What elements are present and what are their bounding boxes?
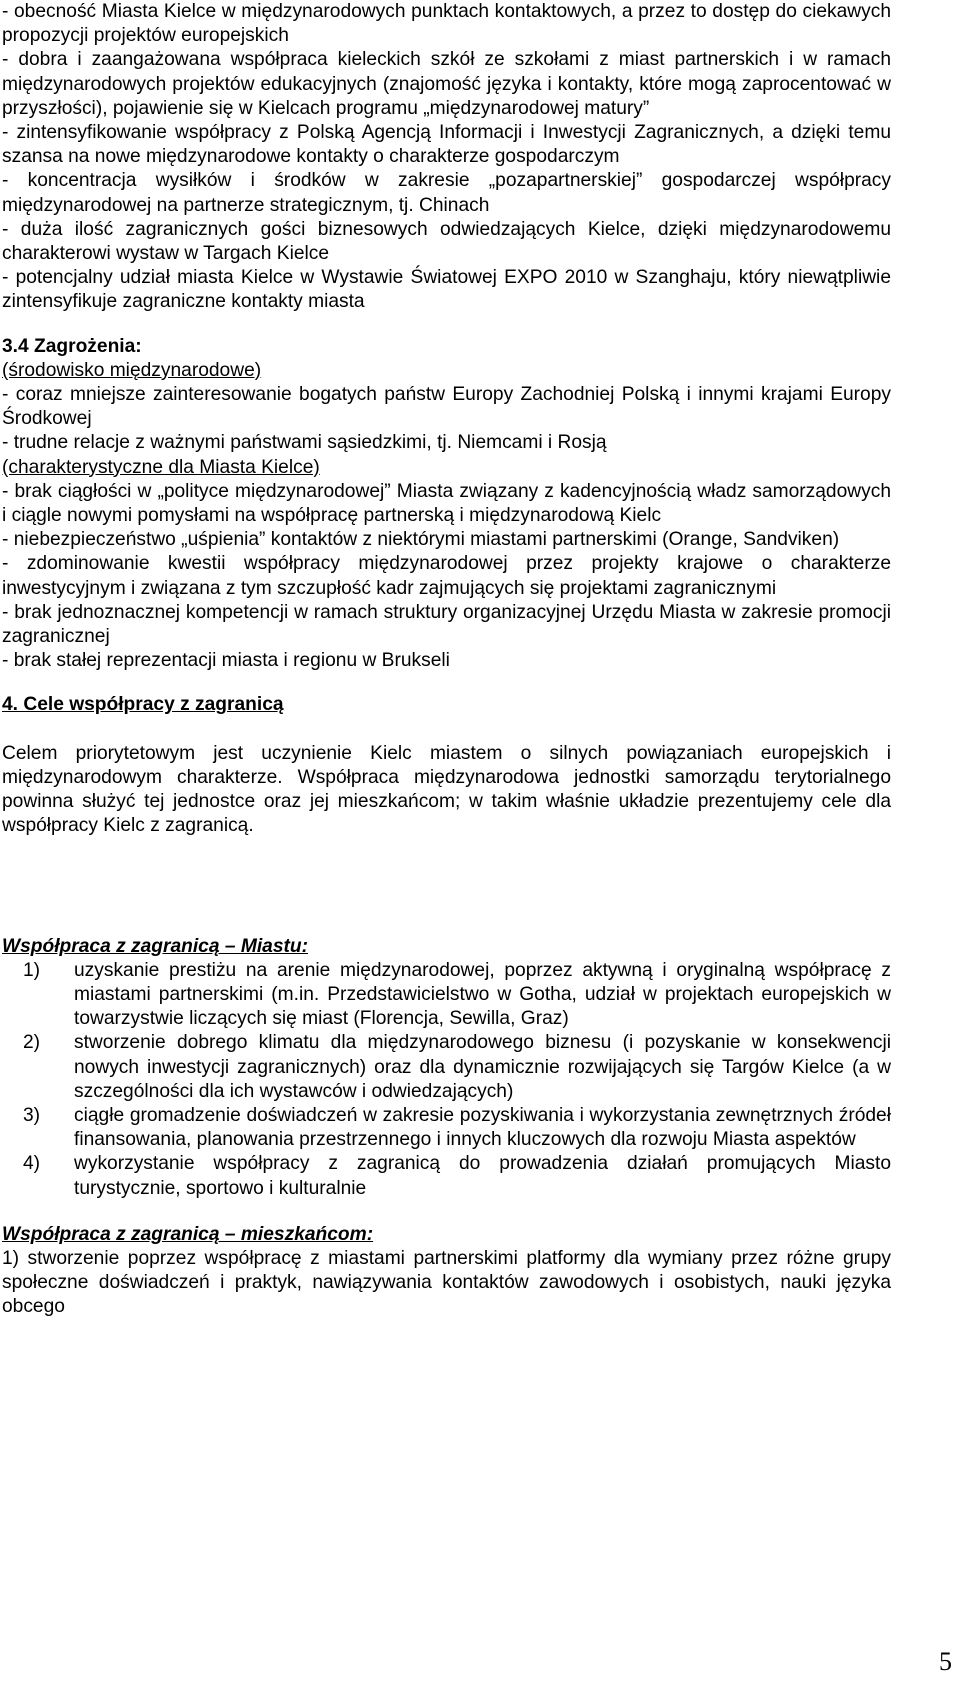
page-number: 5 [939, 1646, 952, 1676]
city-goal-text: ciągłe gromadzenie doświadczeń w zakresie pozyskiwania i wykorzystania zewnętrznych źródeł finansowania, planowania przestrzennego i innych kluczowych dla rozwoju Miasta aspektów [74, 1104, 891, 1151]
section-heading: 4. Cele współpracy z zagranicą [2, 694, 284, 716]
city-goal-item [2, 1104, 891, 1152]
city-goal-item [2, 959, 891, 1032]
opportunity-item: - obecność Miasta Kielce w międzynarodowych punktach kontaktowych, a przez to dostęp do ciekawych propozycji projektów europejskich [2, 1, 891, 47]
resident-goals-heading: Współpraca z zagranicą – mieszkańcom: [2, 1223, 374, 1245]
city-goal-number: 3) [23, 1104, 41, 1126]
city-goals-heading: Współpraca z zagranicą – Miastu: [2, 935, 309, 957]
city-goal-text: stworzenie dobrego klimatu dla międzynarodowego biznesu (i pozyskanie w konsekwencji nowych inwestycji zagranicznych) oraz dla dynamicznie rozwijających się Targów Kielce (a w szczególności dla ich wystawców i odwiedzających) [74, 1032, 891, 1102]
city-goal-text: uzyskanie prestiżu na arenie międzynarodowej, poprzez aktywną i oryginalną współpracę z miastami partnerskimi (m.in. Przedstawicielstwo w Gotha, udział w projektach europejskich w towarzystwie liczących się miast (Florencja, Sewilla, Graz) [74, 959, 891, 1030]
city-goal-text: wykorzystanie współpracy z zagranicą do prowadzenia działań promujących Miasto turystycznie, sportowo i kulturalnie [74, 1153, 891, 1199]
city-goal-item [2, 1031, 891, 1104]
threat-item: - brak stałej reprezentacji miasta i regionu w Brukseli [2, 650, 450, 672]
resident-goals [2, 1223, 891, 1320]
threats-external-label: (środowisko międzynarodowe) [2, 359, 262, 381]
opportunity-item: - potencjalny udział miasta Kielce w Wystawie Światowej EXPO 2010 w Szanghaju, który niewątpliwie zintensyfikuje zagraniczne kontakty miasta [2, 267, 891, 313]
page-content [2, 0, 891, 1320]
resident-goal-item: 1) stworzenie poprzez współpracę z miastami partnerskimi platformy dla wymiany przez różne grupy społeczne doświadczeń i praktyk, nawiązywania kontaktów zawodowych i osobistych, nauki języka obcego [2, 1247, 891, 1318]
opportunity-item: - duża ilość zagranicznych gości biznesowych odwiedzających Kielce, dzięki międzynarodowemu charakterowi wystaw w Targach Kielce [2, 218, 891, 265]
city-goals [2, 935, 891, 1201]
opportunity-item: - zintensyfikowanie współpracy z Polską Agencją Informacji i Inwestycji Zagranicznych, a dzięki temu szansa na nowe międzynarodowe kontakty o charakterze gospodarczym [2, 122, 891, 168]
threats-heading: 3.4 Zagrożenia: [2, 335, 142, 357]
goals-section [2, 693, 891, 838]
threat-item: - niebezpieczeństwo „uśpienia” kontaktów z niektórymi miastami partnerskimi (Orange, Sandviken) [2, 529, 840, 551]
city-goal-number: 1) [23, 959, 41, 981]
city-goal-number: 4) [23, 1153, 41, 1175]
threat-item: - brak ciągłości w „polityce międzynarodowej” Miasta związany z kadencyjnością władz samorządowych i ciągle nowymi pomysłami na współpracę partnerską i międzynarodową Kielc [2, 480, 891, 527]
section-intro: Celem priorytetowym jest uczynienie Kielc miastem o silnych powiązaniach europejskich i międzynarodowym charakterze. Współpraca międzynarodowa jednostki samorządu terytorialnego powinna służyć tej jednostce oraz jej mieszkańcom; w takim właśnie układzie prezentujemy cele dla współpracy Kielc z zagranicą. [2, 742, 891, 837]
opportunity-item: - koncentracja wysiłków i środków w zakresie „pozapartnerskiej” gospodarczej współpracy międzynarodowej na partnerze strategicznym, tj. Chinach [2, 170, 891, 216]
threats-internal-label: (charakterystyczne dla Miasta Kielce) [2, 456, 320, 478]
city-goal-item [2, 1152, 891, 1200]
threats-section [2, 335, 891, 674]
threat-item: - brak jednoznacznej kompetencji w ramach struktury organizacyjnej Urzędu Miasta w zakresie promocji zagranicznej [2, 601, 891, 648]
city-goal-number: 2) [23, 1032, 41, 1054]
opportunities-list [2, 0, 891, 315]
opportunity-item: - dobra i zaangażowana współpraca kieleckich szkół ze szkołami z miast partnerskich i w ramach międzynarodowych projektów edukacyjnych (znajomość języka i kontakty, które mogą zaprocentować w przyszłości), pojawienie się w Kielcach programu „międzynarodowej matury” [2, 49, 891, 119]
city-goals-list [2, 959, 891, 1201]
threat-item: - coraz mniejsze zainteresowanie bogatych państw Europy Zachodniej Polską i innymi krajami Europy Środkowej [2, 384, 891, 430]
threat-item: - trudne relacje z ważnymi państwami sąsiedzkimi, tj. Niemcami i Rosją [2, 432, 607, 454]
threat-item: - zdominowanie kwestii współpracy międzynarodowej przez projekty krajowe o charakterze inwestycyjnym i związana z tym szczupłość kadr zajmujących się projektami zagranicznymi [2, 553, 891, 599]
